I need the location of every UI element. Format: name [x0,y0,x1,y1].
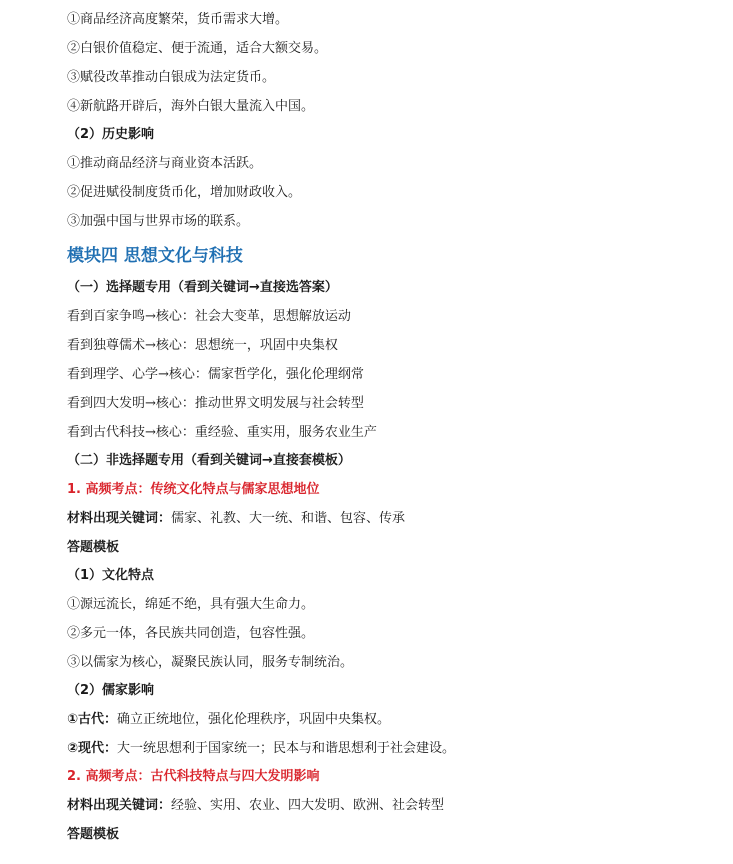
list-item: ①源远流长，绵延不绝，具有强大生命力。 [67,597,315,612]
list-item: ①商品经济高度繁荣，货币需求大增。 [67,12,289,27]
list-item: ②白银价值稳定、便于流通，适合大额交易。 [67,41,328,56]
list-item: 看到四大发明→核心：推动世界文明发展与社会转型 [67,396,364,411]
keywords-label: 材料出现关键词： [67,798,172,813]
keywords-label: 材料出现关键词： [67,511,172,526]
sub-heading: （2）历史影响 [67,127,155,142]
list-item: 看到百家争鸣→核心：社会大变革，思想解放运动 [67,309,351,324]
list-item: ②多元一体，各民族共同创造，包容性强。 [67,626,315,641]
list-item: ④新航路开辟后，海外白银大量流入中国。 [67,99,315,114]
list-item: ③赋役改革推动白银成为法定货币。 [67,70,276,85]
section-heading: （二）非选择题专用（看到关键词→直接套模板） [67,453,351,468]
sub-heading: （1）文化特点 [67,568,155,583]
list-item: ③以儒家为核心，凝聚民族认同，服务专制统治。 [67,655,354,670]
modern-label: ②现代： [67,741,118,756]
keywords-line [67,510,405,528]
modern-text: 大一统思想利于国家统一；民本与和谐思想利于社会建设。 [117,741,456,756]
keywords-text: 儒家、礼教、大一统、和谐、包容、传承 [171,511,406,526]
list-item: ②促进赋役制度货币化，增加财政收入。 [67,185,302,200]
list-item: 看到独尊儒术→核心：思想统一，巩固中央集权 [67,338,338,353]
section-heading: （一）选择题专用（看到关键词→直接选答案） [67,280,338,295]
list-item: 看到理学、心学→核心：儒家哲学化，强化伦理纲常 [67,367,364,382]
module-title: 模块四 思想文化与科技 [67,246,243,266]
template-label: 答题模板 [67,827,120,842]
sub-heading: （2）儒家影响 [67,683,155,698]
template-label: 答题模板 [67,540,120,555]
list-item [67,711,390,729]
ancient-label: ①古代： [67,712,118,727]
list-item: ③加强中国与世界市场的联系。 [67,214,250,229]
list-item: ①推动商品经济与商业资本活跃。 [67,156,263,171]
topic-title: 2. 高频考点：古代科技特点与四大发明影响 [67,769,320,784]
list-item [67,740,455,758]
keywords-line [67,797,444,815]
topic-title: 1. 高频考点：传统文化特点与儒家思想地位 [67,482,320,497]
keywords-text: 经验、实用、农业、四大发明、欧洲、社会转型 [171,798,445,813]
list-item: 看到古代科技→核心：重经验、重实用，服务农业生产 [67,425,377,440]
ancient-text: 确立正统地位，强化伦理秩序，巩固中央集权。 [117,712,391,727]
